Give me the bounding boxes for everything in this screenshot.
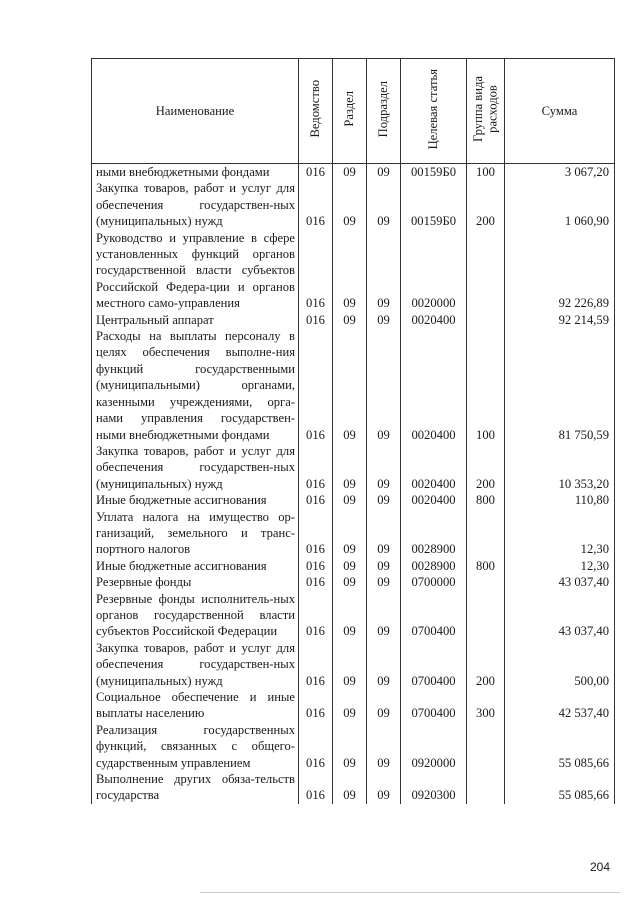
header-sum: Сумма <box>505 59 615 164</box>
budget-table <box>91 58 615 804</box>
dept-cell: 016 <box>299 180 333 229</box>
dept-cell: 016 <box>299 591 333 640</box>
page-number: 204 <box>590 860 611 874</box>
target-cell: 00159Б0 <box>401 164 467 181</box>
subsection-cell: 09 <box>367 328 401 443</box>
sum-cell: 92 214,59 <box>505 312 615 328</box>
group-cell: 200 <box>467 443 505 492</box>
header-target: Целевая статья <box>401 59 467 164</box>
section-cell: 09 <box>333 164 367 181</box>
section-cell: 09 <box>333 312 367 328</box>
row-name-cell: Резервные фонды исполнитель-ных органов государственной власти субъектов Российской Федерации <box>92 591 299 640</box>
dept-cell: 016 <box>299 509 333 558</box>
target-cell: 0920000 <box>401 722 467 771</box>
table-row <box>92 771 615 804</box>
subsection-cell: 09 <box>367 558 401 574</box>
row-name-cell: Выполнение других обяза-тельств государства <box>92 771 299 804</box>
table-row <box>92 509 615 558</box>
dept-cell: 016 <box>299 164 333 181</box>
section-cell: 09 <box>333 328 367 443</box>
section-cell: 09 <box>333 689 367 722</box>
target-cell: 0700400 <box>401 640 467 689</box>
header-group: Группа вида расходов <box>467 59 505 164</box>
subsection-cell: 09 <box>367 640 401 689</box>
target-cell: 0700400 <box>401 591 467 640</box>
table-header <box>92 59 615 164</box>
dept-cell: 016 <box>299 443 333 492</box>
section-cell: 09 <box>333 509 367 558</box>
subsection-cell: 09 <box>367 689 401 722</box>
section-cell: 09 <box>333 443 367 492</box>
target-cell: 0020000 <box>401 230 467 312</box>
section-cell: 09 <box>333 230 367 312</box>
group-cell <box>467 574 505 590</box>
group-cell <box>467 312 505 328</box>
table-row <box>92 492 615 508</box>
sum-cell: 110,80 <box>505 492 615 508</box>
row-name-cell: Закупка товаров, работ и услуг для обеспечения государствен-ных (муниципальных) нужд <box>92 180 299 229</box>
table-row <box>92 312 615 328</box>
section-cell: 09 <box>333 640 367 689</box>
subsection-cell: 09 <box>367 443 401 492</box>
target-cell: 0700000 <box>401 574 467 590</box>
row-name-cell: Руководство и управление в сфере установленных функций органов государственной власти субъектов Российской Федера-ции и органов местного само-управления <box>92 230 299 312</box>
subsection-cell: 09 <box>367 509 401 558</box>
table-row <box>92 164 615 181</box>
table-body <box>92 164 615 804</box>
table-row <box>92 230 615 312</box>
subsection-cell: 09 <box>367 164 401 181</box>
row-name-cell: Социальное обеспечение и иные выплаты населению <box>92 689 299 722</box>
table-row <box>92 591 615 640</box>
sum-cell: 3 067,20 <box>505 164 615 181</box>
header-section: Раздел <box>333 59 367 164</box>
subsection-cell: 09 <box>367 492 401 508</box>
sum-cell: 10 353,20 <box>505 443 615 492</box>
group-cell <box>467 230 505 312</box>
target-cell: 00159Б0 <box>401 180 467 229</box>
dept-cell: 016 <box>299 771 333 804</box>
row-name-cell: Иные бюджетные ассигнования <box>92 558 299 574</box>
subsection-cell: 09 <box>367 574 401 590</box>
dept-cell: 016 <box>299 312 333 328</box>
subsection-cell: 09 <box>367 312 401 328</box>
target-cell: 0020400 <box>401 492 467 508</box>
sum-cell: 1 060,90 <box>505 180 615 229</box>
sum-cell: 81 750,59 <box>505 328 615 443</box>
table-row <box>92 558 615 574</box>
sum-cell: 500,00 <box>505 640 615 689</box>
section-cell: 09 <box>333 558 367 574</box>
header-dept: Ведомство <box>299 59 333 164</box>
target-cell: 0028900 <box>401 558 467 574</box>
dept-cell: 016 <box>299 640 333 689</box>
sum-cell: 12,30 <box>505 558 615 574</box>
sum-cell: 92 226,89 <box>505 230 615 312</box>
row-name-cell: Расходы на выплаты персоналу в целях обеспечения выполне-ния функций государственными (муниципальными) органами, казенными учреждениями, орга-нами управления государствен-ными внебюджетными фондами <box>92 328 299 443</box>
row-name-cell: Иные бюджетные ассигнования <box>92 492 299 508</box>
group-cell: 200 <box>467 640 505 689</box>
section-cell: 09 <box>333 180 367 229</box>
table-row <box>92 328 615 443</box>
header-subsection: Подраздел <box>367 59 401 164</box>
sum-cell: 12,30 <box>505 509 615 558</box>
target-cell: 0020400 <box>401 312 467 328</box>
table-row <box>92 180 615 229</box>
subsection-cell: 09 <box>367 230 401 312</box>
footer-rule <box>200 892 620 893</box>
group-cell <box>467 509 505 558</box>
row-name-cell: ными внебюджетными фондами <box>92 164 299 181</box>
dept-cell: 016 <box>299 722 333 771</box>
group-cell: 300 <box>467 689 505 722</box>
target-cell: 0020400 <box>401 328 467 443</box>
target-cell: 0020400 <box>401 443 467 492</box>
row-name-cell: Уплата налога на имущество ор-ганизаций, земельного и транс-портного налогов <box>92 509 299 558</box>
sum-cell: 43 037,40 <box>505 591 615 640</box>
section-cell: 09 <box>333 722 367 771</box>
target-cell: 0700400 <box>401 689 467 722</box>
subsection-cell: 09 <box>367 722 401 771</box>
subsection-cell: 09 <box>367 180 401 229</box>
sum-cell: 43 037,40 <box>505 574 615 590</box>
group-cell <box>467 771 505 804</box>
row-name-cell: Закупка товаров, работ и услуг для обеспечения государствен-ных (муниципальных) нужд <box>92 640 299 689</box>
group-cell: 200 <box>467 180 505 229</box>
dept-cell: 016 <box>299 689 333 722</box>
dept-cell: 016 <box>299 328 333 443</box>
subsection-cell: 09 <box>367 771 401 804</box>
group-cell <box>467 591 505 640</box>
header-name: Наименование <box>92 59 299 164</box>
row-name-cell: Центральный аппарат <box>92 312 299 328</box>
table-row <box>92 574 615 590</box>
table-row <box>92 722 615 771</box>
row-name-cell: Резервные фонды <box>92 574 299 590</box>
sum-cell: 55 085,66 <box>505 722 615 771</box>
sum-cell: 42 537,40 <box>505 689 615 722</box>
table-row <box>92 640 615 689</box>
dept-cell: 016 <box>299 492 333 508</box>
dept-cell: 016 <box>299 558 333 574</box>
table-row <box>92 443 615 492</box>
target-cell: 0920300 <box>401 771 467 804</box>
section-cell: 09 <box>333 574 367 590</box>
dept-cell: 016 <box>299 574 333 590</box>
section-cell: 09 <box>333 591 367 640</box>
dept-cell: 016 <box>299 230 333 312</box>
group-cell: 800 <box>467 492 505 508</box>
table-row <box>92 689 615 722</box>
section-cell: 09 <box>333 492 367 508</box>
subsection-cell: 09 <box>367 591 401 640</box>
section-cell: 09 <box>333 771 367 804</box>
sum-cell: 55 085,66 <box>505 771 615 804</box>
group-cell: 100 <box>467 164 505 181</box>
row-name-cell: Реализация государственных функций, связанных с общего-сударственным управлением <box>92 722 299 771</box>
row-name-cell: Закупка товаров, работ и услуг для обеспечения государствен-ных (муниципальных) нужд <box>92 443 299 492</box>
group-cell: 100 <box>467 328 505 443</box>
group-cell <box>467 722 505 771</box>
target-cell: 0028900 <box>401 509 467 558</box>
group-cell: 800 <box>467 558 505 574</box>
